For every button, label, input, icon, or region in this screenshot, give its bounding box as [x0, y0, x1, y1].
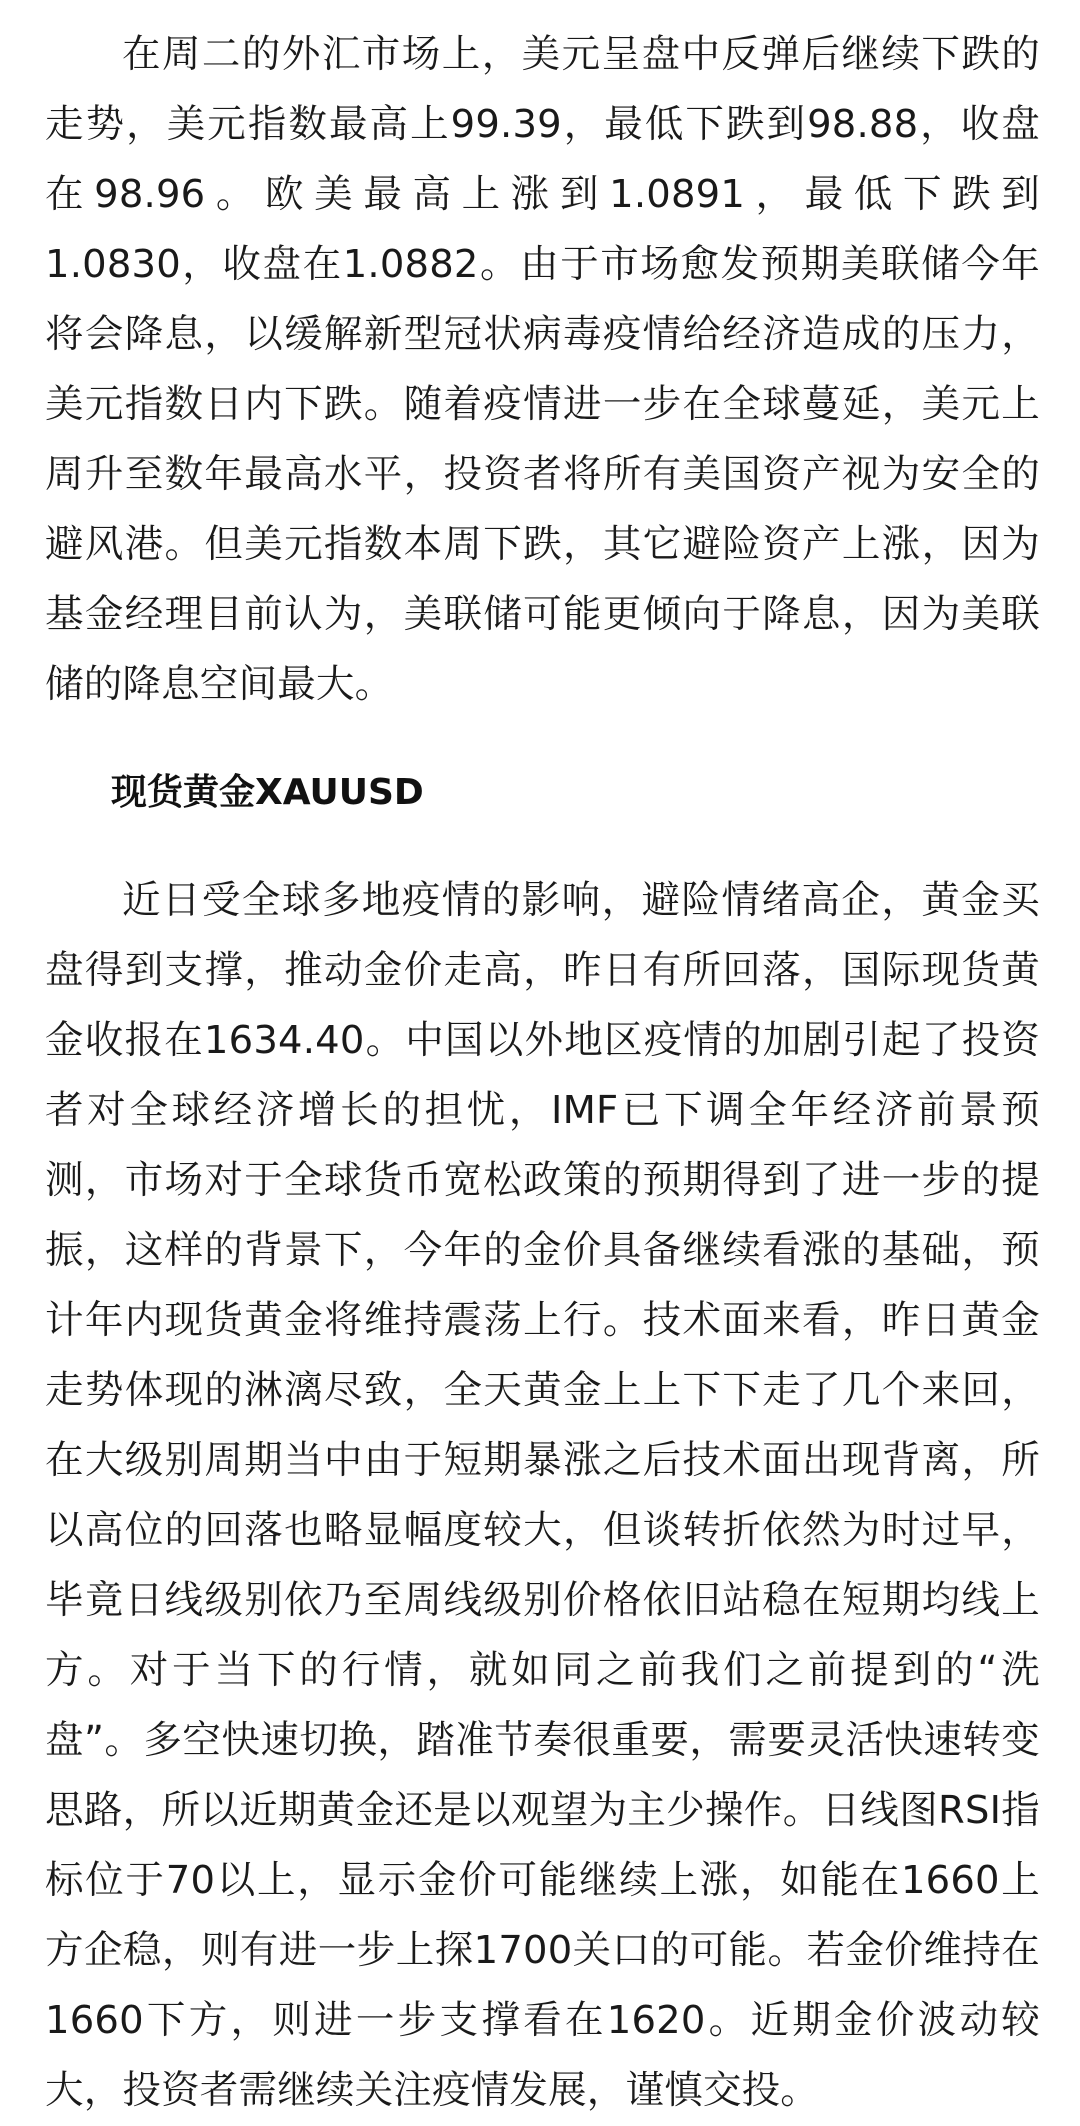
paragraph-usd-market: 在周二的外汇市场上，美元呈盘中反弹后继续下跌的走势，美元指数最高上99.39，最低下跌到98.88，收盘在98.96。欧美最高上涨到1.0891，最低下跌到1.0830，收盘在1.0882。由于市场愈发预期美联储今年将会降息，以缓解新型冠状病毒疫情给经济造成的压力，美元指数日内下跌。随着疫情进一步在全球蔓延，美元上周升至数年最高水平，投资者将所有美国资产视为安全的避风港。但美元指数本周下跌，其它避险资产上涨，因为基金经理目前认为，美联储可能更倾向于降息，因为美联储的降息空间最大。	[45, 32, 1040, 707]
section-title-spot-gold: 现货黄金XAUUSD	[111, 772, 424, 813]
paragraph-gold-analysis: 近日受全球多地疫情的影响，避险情绪高企，黄金买盘得到支撑，推动金价走高，昨日有所回落，国际现货黄金收报在1634.40。中国以外地区疫情的加剧引起了投资者对全球经济增长的担忧，IMF已下调全年经济前景预测，市场对于全球货币宽松政策的预期得到了进一步的提振，这样的背景下，今年的金价具备继续看涨的基础，预计年内现货黄金将维持震荡上行。技术面来看，昨日黄金走势体现的淋漓尽致，全天黄金上上下下走了几个来回，在大级别周期当中由于短期暴涨之后技术面出现背离，所以高位的回落也略显幅度较大，但谈转折依然为时过早，毕竟日线级别依乃至周线级别价格依旧站稳在短期均线上方。对于当下的行情，就如同之前我们之前提到的“洗盘”。多空快速切换，踏准节奏很重要，需要灵活快速转变思路，所以近期黄金还是以观望为主少操作。日线图RSI指标位于70以上，显示金价可能继续上涨，如能在1660上方企稳，则有进一步上探1700关口的可能。若金价维持在1660下方，则进一步支撑看在1620。近期金价波动较大，投资者需继续关注疫情发展，谨慎交投。	[45, 878, 1040, 2113]
